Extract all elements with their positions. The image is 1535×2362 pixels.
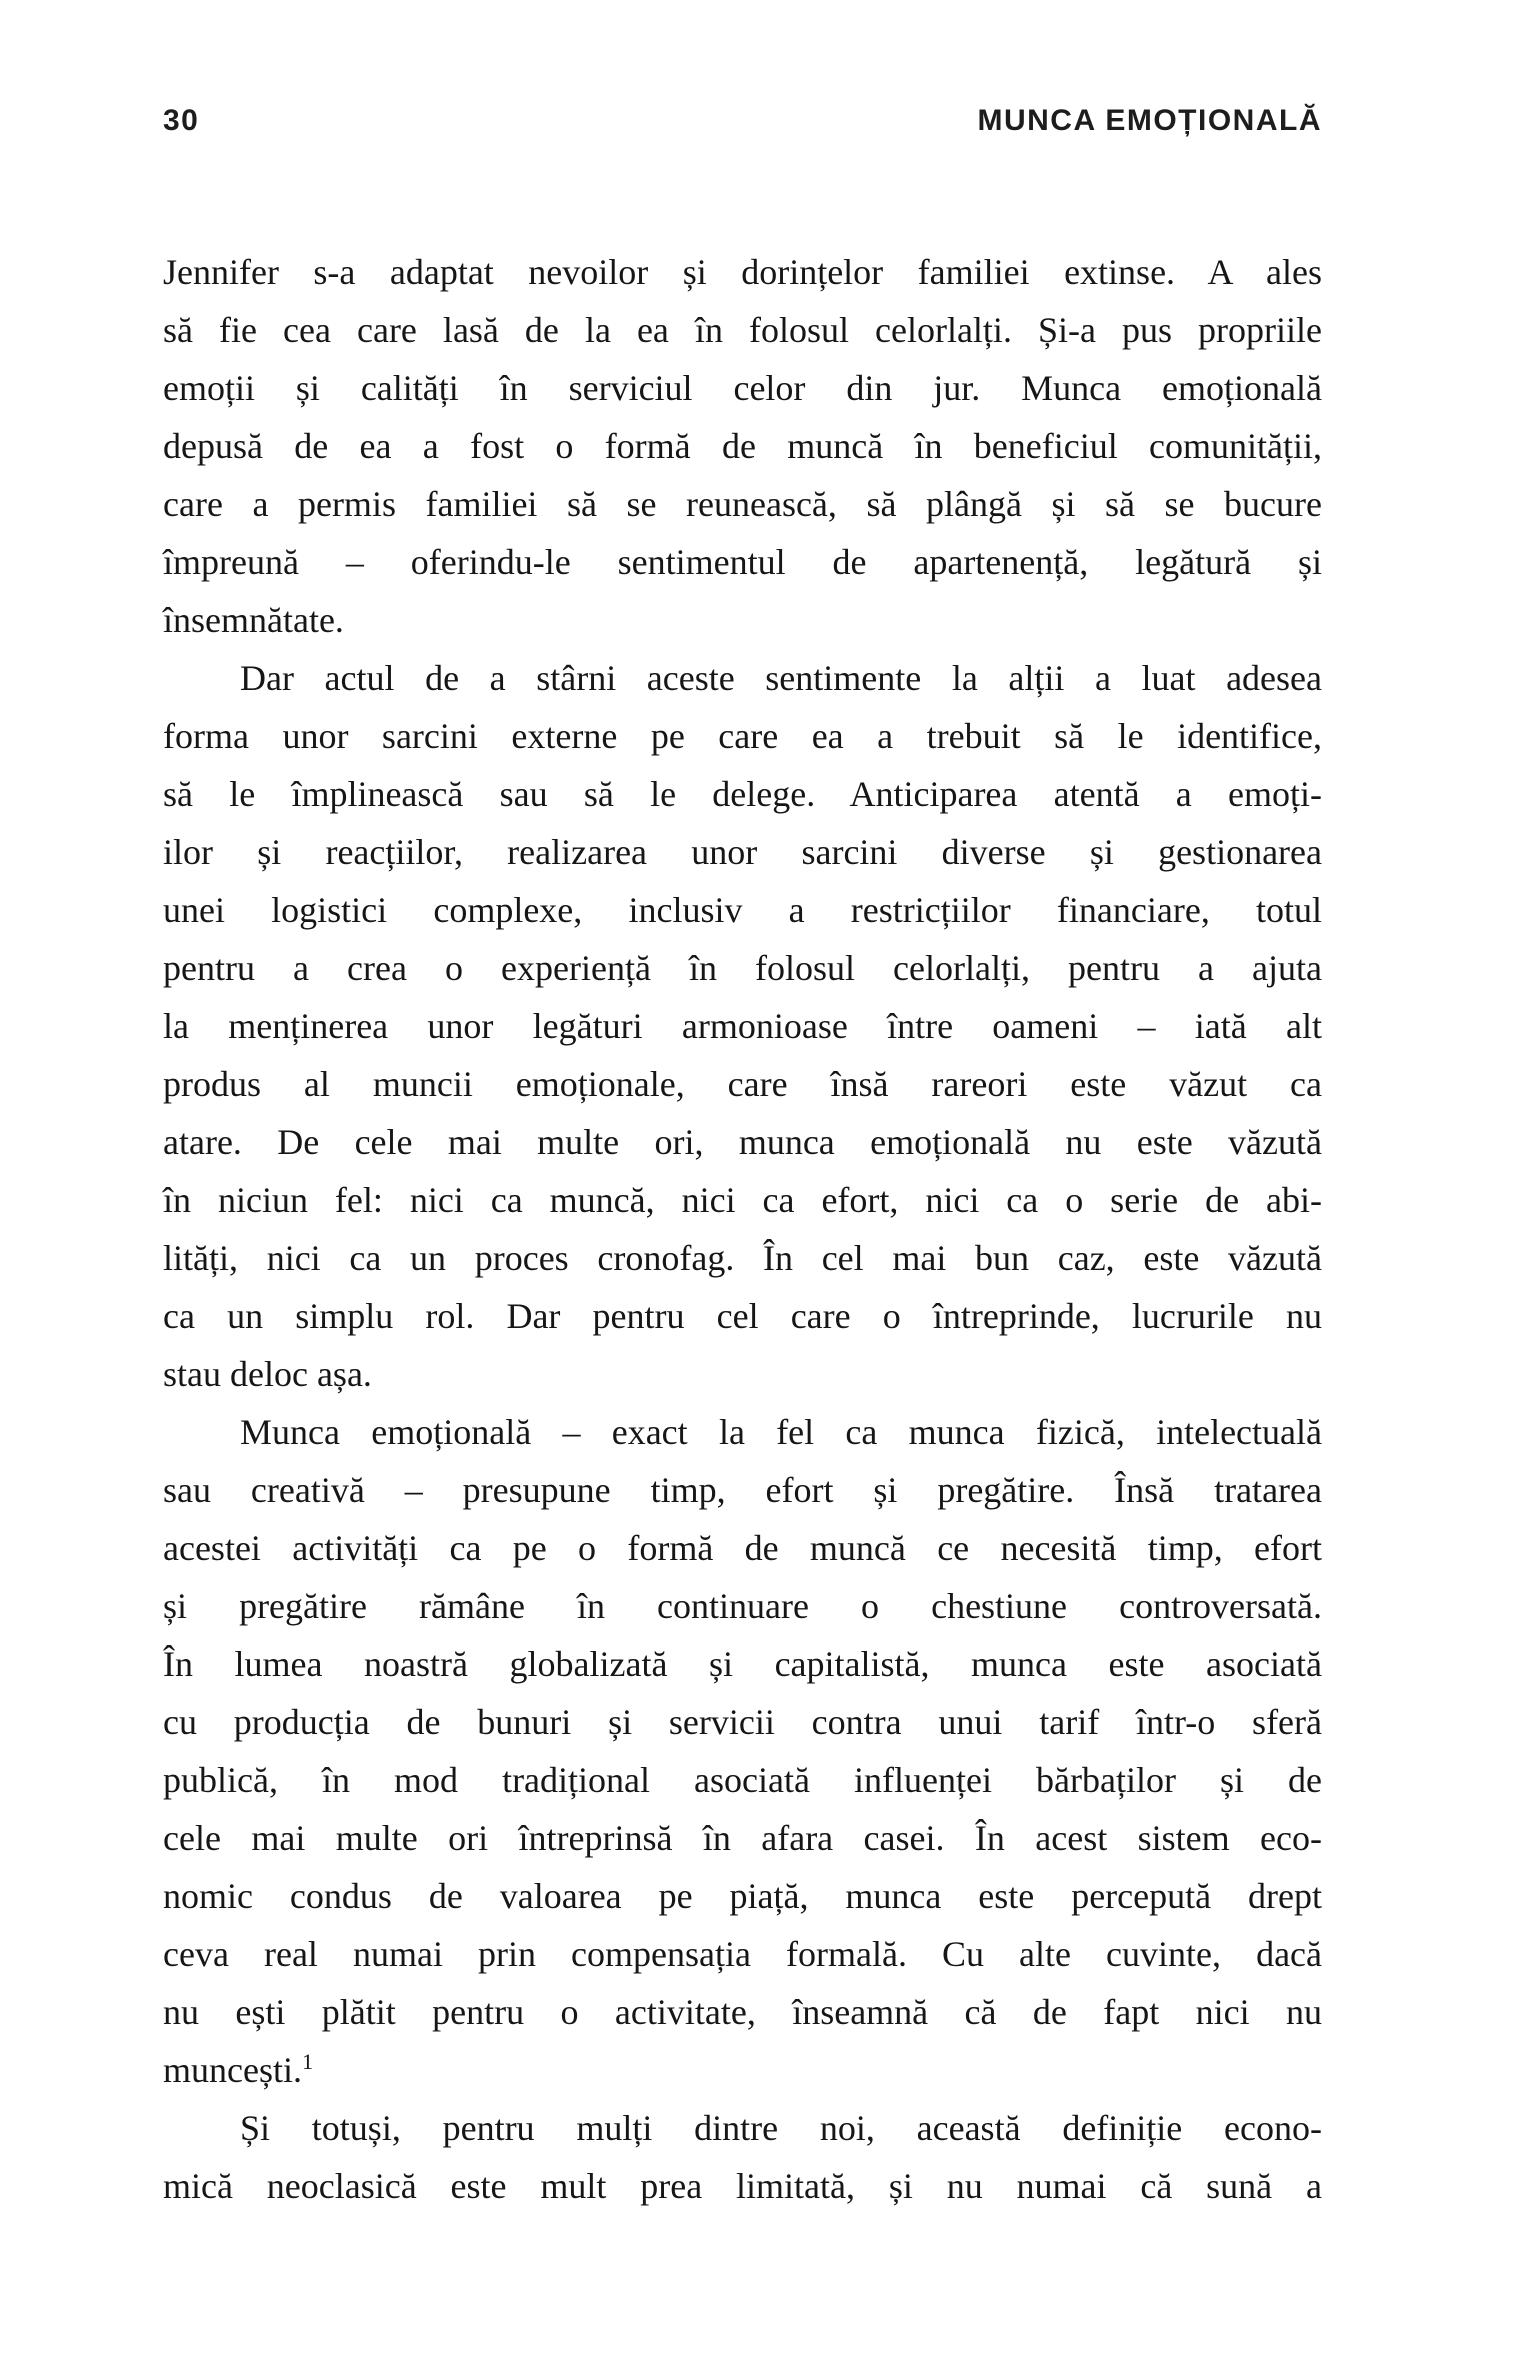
text-line: și pregătire rămâne în continuare o chestiune controversată. <box>163 1586 1322 1626</box>
text-line: mică neoclasică este mult prea limitată, și nu numai că sună a <box>163 2166 1322 2206</box>
text-line: emoții și calități în serviciul celor din jur. Munca emoțională <box>163 368 1322 408</box>
text-line: unei logistici complexe, inclusiv a restricțiilor financiare, totul <box>163 890 1322 930</box>
page-number: 30 <box>163 104 200 137</box>
text-line: acestei activități ca pe o formă de muncă ce necesită timp, efort <box>163 1528 1322 1568</box>
text-line: cele mai multe ori întreprinsă în afara casei. În acest sistem eco- <box>163 1818 1322 1858</box>
text-line: împreună – oferindu-le sentimentul de apartenență, legătură și <box>163 542 1322 582</box>
footnote-ref: 1 <box>301 2049 314 2074</box>
text-line: publică, în mod tradițional asociată influenței bărbaților și de <box>163 1760 1322 1800</box>
text-line: ca un simplu rol. Dar pentru cel care o întreprinde, lucrurile nu <box>163 1296 1322 1336</box>
text-line: care a permis familiei să se reunească, să plângă și să se bucure <box>163 484 1322 524</box>
text-line: ilor și reacțiilor, realizarea unor sarcini diverse și gestionarea <box>163 832 1322 872</box>
text-line: la menținerea unor legături armonioase între oameni – iată alt <box>163 1006 1322 1046</box>
text-line: ceva real numai prin compensația formală. Cu alte cuvinte, dacă <box>163 1934 1322 1974</box>
text-line: depusă de ea a fost o formă de muncă în beneficiul comunității, <box>163 426 1322 466</box>
page-header <box>163 105 1322 137</box>
text-line: Dar actul de a stârni aceste sentimente la alții a luat adesea <box>240 658 1322 698</box>
text-line: să fie cea care lasă de la ea în folosul celorlalți. Și-a pus propriile <box>163 310 1322 350</box>
text-line: cu producția de bunuri și servicii contra unui tarif într-o sferă <box>163 1702 1322 1742</box>
text-line: Și totuși, pentru mulți dintre noi, această definiție econo- <box>240 2108 1322 2148</box>
text-line: stau deloc așa. <box>163 1354 372 1394</box>
text-line: atare. De cele mai multe ori, munca emoțională nu este văzută <box>163 1122 1322 1162</box>
text-line: însemnătate. <box>163 600 344 640</box>
text-line: pentru a crea o experiență în folosul celorlalți, pentru a ajuta <box>163 948 1322 988</box>
text-line: Munca emoțională – exact la fel ca munca fizică, intelectuală <box>240 1412 1322 1452</box>
text-line: în niciun fel: nici ca muncă, nici ca efort, nici ca o serie de abi- <box>163 1180 1322 1220</box>
body-text <box>163 243 1322 2215</box>
text-line: forma unor sarcini externe pe care ea a trebuit să le identifice, <box>163 716 1322 756</box>
text-line: produs al muncii emoționale, care însă rareori este văzut ca <box>163 1064 1322 1104</box>
text-line: lități, nici ca un proces cronofag. În cel mai bun caz, este văzută <box>163 1238 1322 1278</box>
text-line: muncești.$^1$ <box>163 2049 314 2090</box>
text-line: sau creativă – presupune timp, efort și pregătire. Însă tratarea <box>163 1470 1322 1510</box>
text-line: nu ești plătit pentru o activitate, înseamnă că de fapt nici nu <box>163 1992 1322 2032</box>
text-line: nomic condus de valoarea pe piață, munca este percepută drept <box>163 1876 1322 1916</box>
running-title: MUNCA EMOȚIONALĂ <box>977 104 1322 137</box>
text-line: În lumea noastră globalizată și capitalistă, munca este asociată <box>163 1644 1322 1684</box>
text-line: să le împlinească sau să le delege. Anticiparea atentă a emoți- <box>163 774 1322 814</box>
text-line: Jennifer s-a adaptat nevoilor și dorințelor familiei extinse. A ales <box>163 252 1322 292</box>
